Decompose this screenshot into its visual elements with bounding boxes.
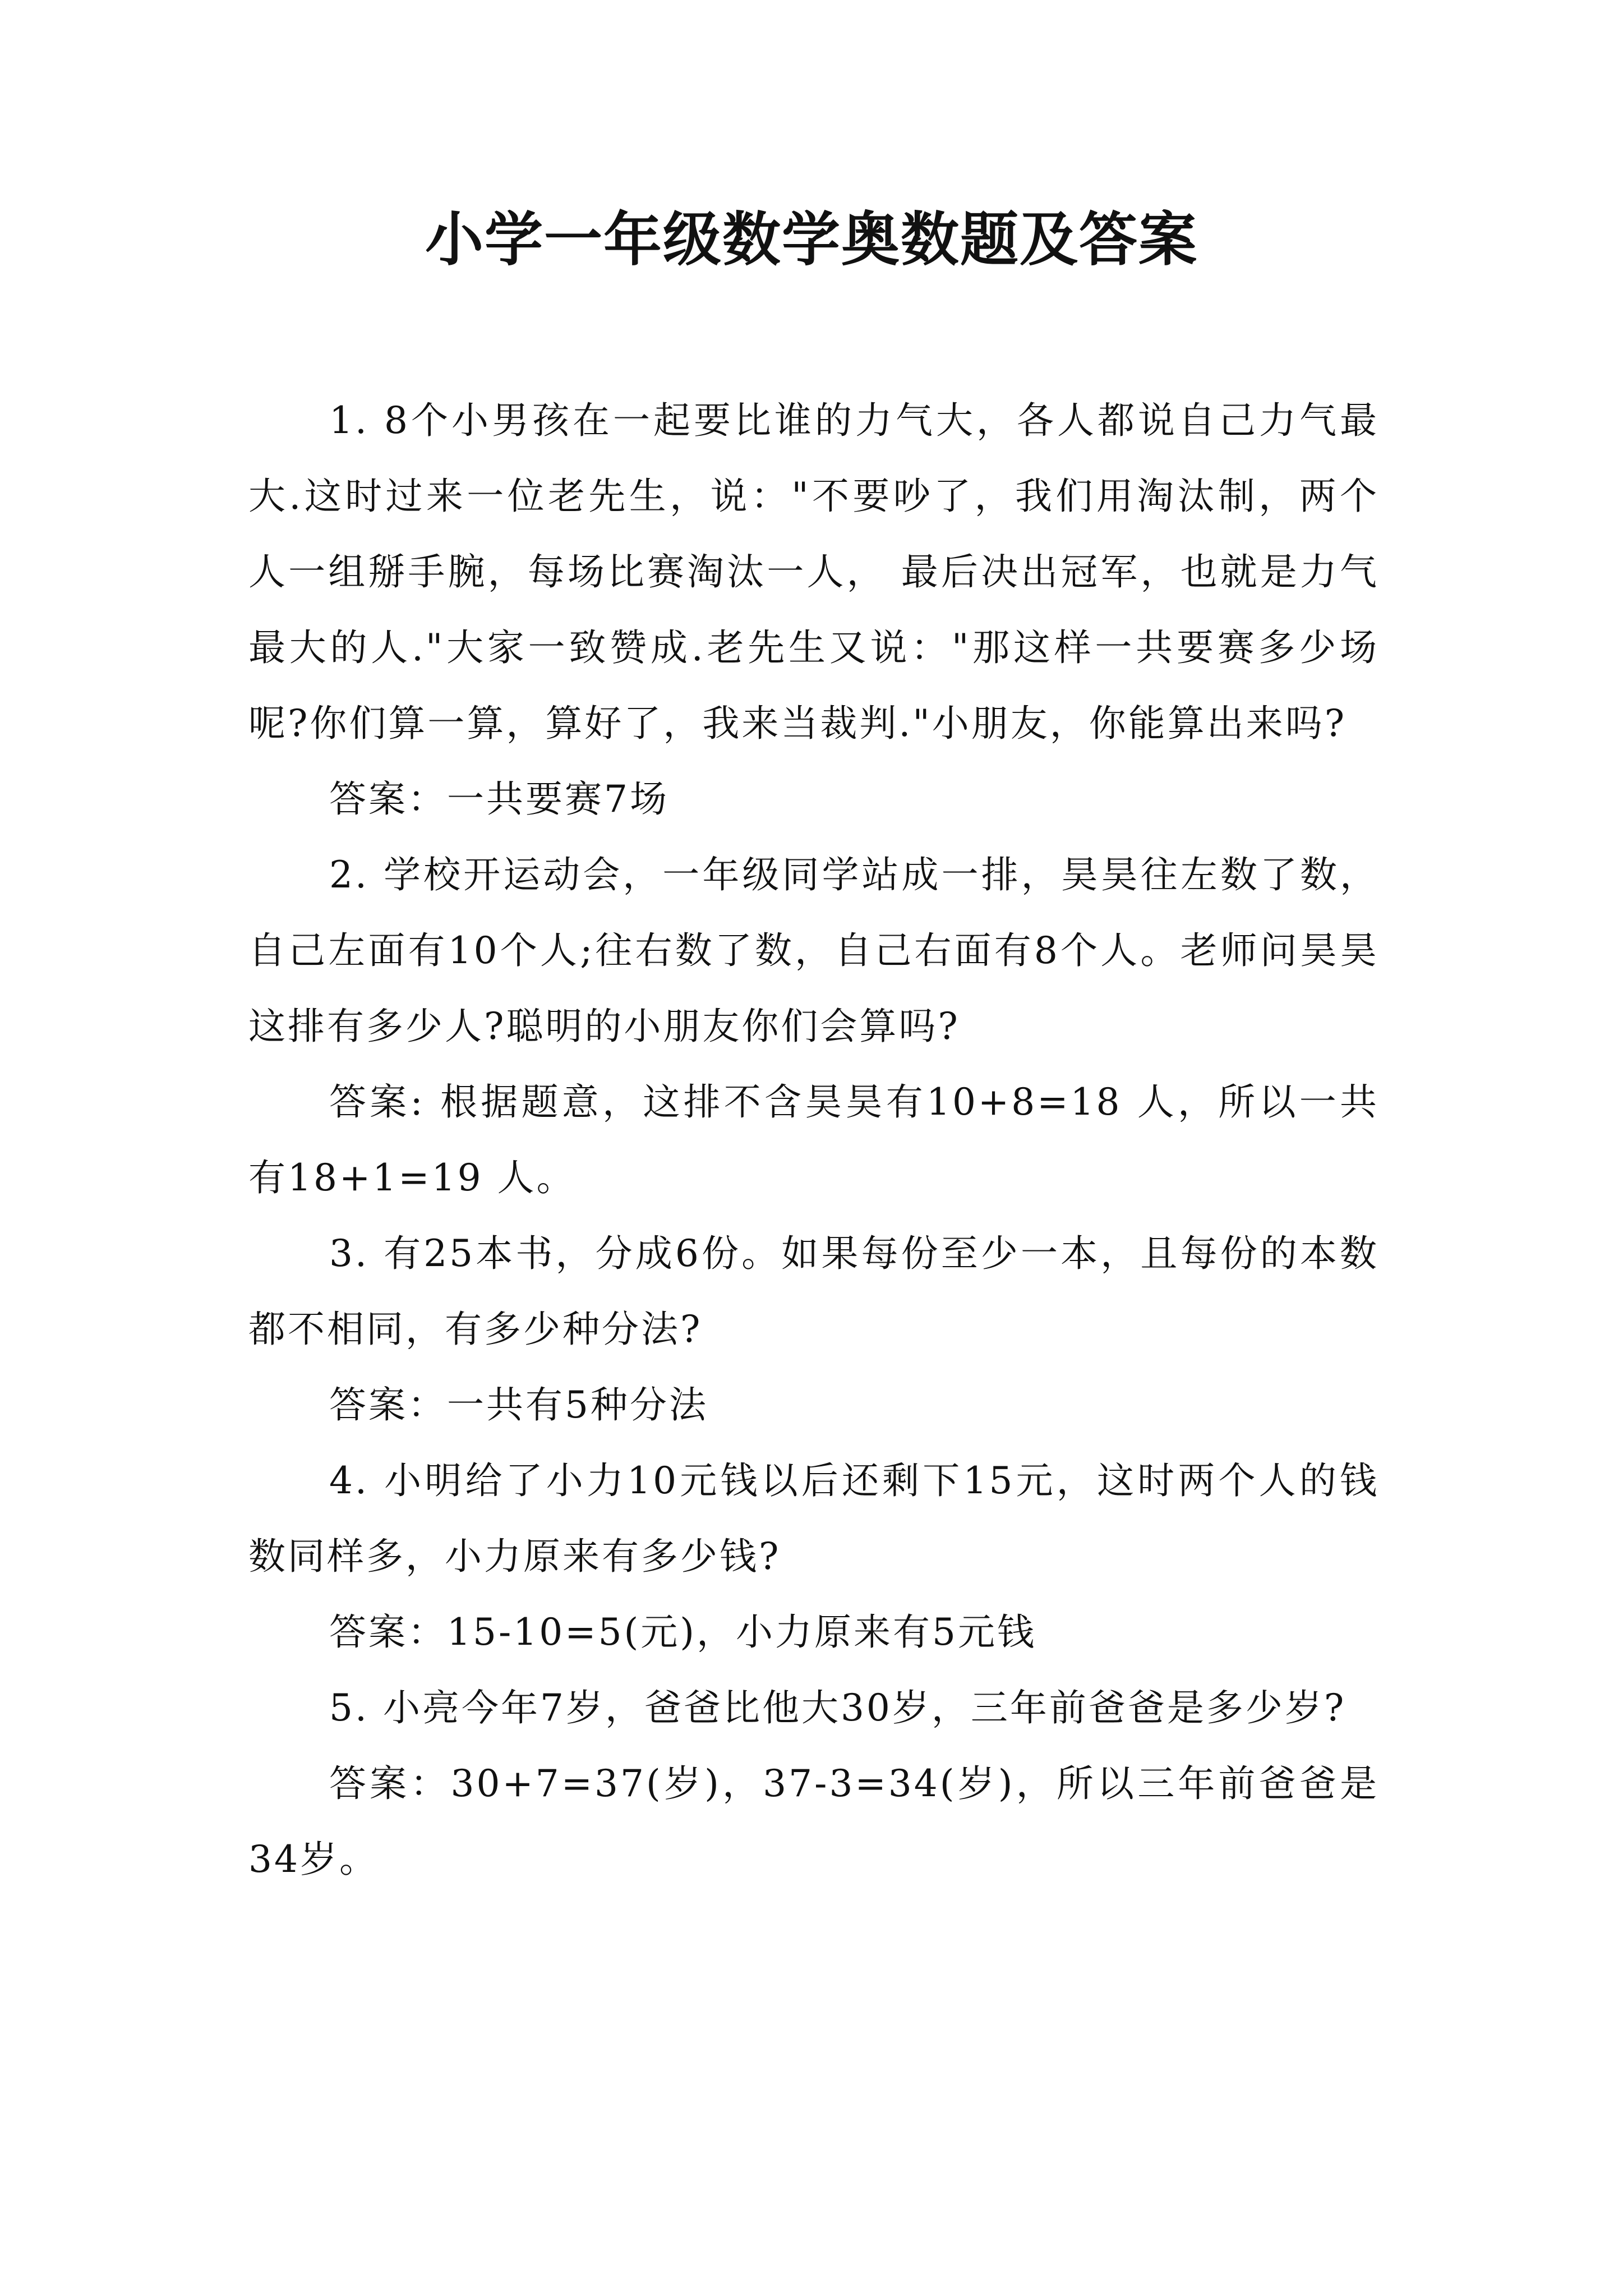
question-1: 1. 8个小男孩在一起要比谁的力气大，各人都说自己力气最大.这时过来一位老先生，说："不要吵了，我们用淘汰制，两个人一组掰手腕，每场比赛淘汰一人， 最后决出冠军，也就是力气最大的人."大家一致赞成.老先生又说："那这样一共要赛多少场呢?你们算一算，算好了，我来当裁判."小朋友，你能算出来吗? — [248, 399, 1379, 745]
document-body — [248, 383, 1379, 1897]
question-3: 3. 有25本书，分成6份。如果每份至少一本，且每份的本数都不相同，有多少种分法? — [248, 1232, 1379, 1351]
answer-1: 答案：一共要赛7场 — [329, 777, 669, 821]
answer-2: 答案: 根据题意，这排不含昊昊有10+8=18 人，所以一共有18+1=19 人。 — [248, 1080, 1379, 1199]
page-title: 小学一年级数学奥数题及答案 — [425, 205, 1198, 274]
answer-4: 答案：15-10=5(元)，小力原来有5元钱 — [329, 1611, 1037, 1654]
question-2: 2. 学校开运动会，一年级同学站成一排，昊昊往左数了数，自己左面有10个人;往右数了数，自己右面有8个人。老师问昊昊这排有多少人?聪明的小朋友你们会算吗? — [248, 853, 1379, 1048]
answer-3: 答案：一共有5种分法 — [329, 1383, 708, 1427]
question-4: 4. 小明给了小力10元钱以后还剩下15元，这时两个人的钱数同样多，小力原来有多少钱? — [248, 1459, 1379, 1578]
question-5: 5. 小亮今年7岁，爸爸比他大30岁，三年前爸爸是多少岁? — [329, 1686, 1347, 1729]
answer-5: 答案：30+7=37(岁)，37-3=34(岁)，所以三年前爸爸是34岁。 — [248, 1762, 1379, 1881]
